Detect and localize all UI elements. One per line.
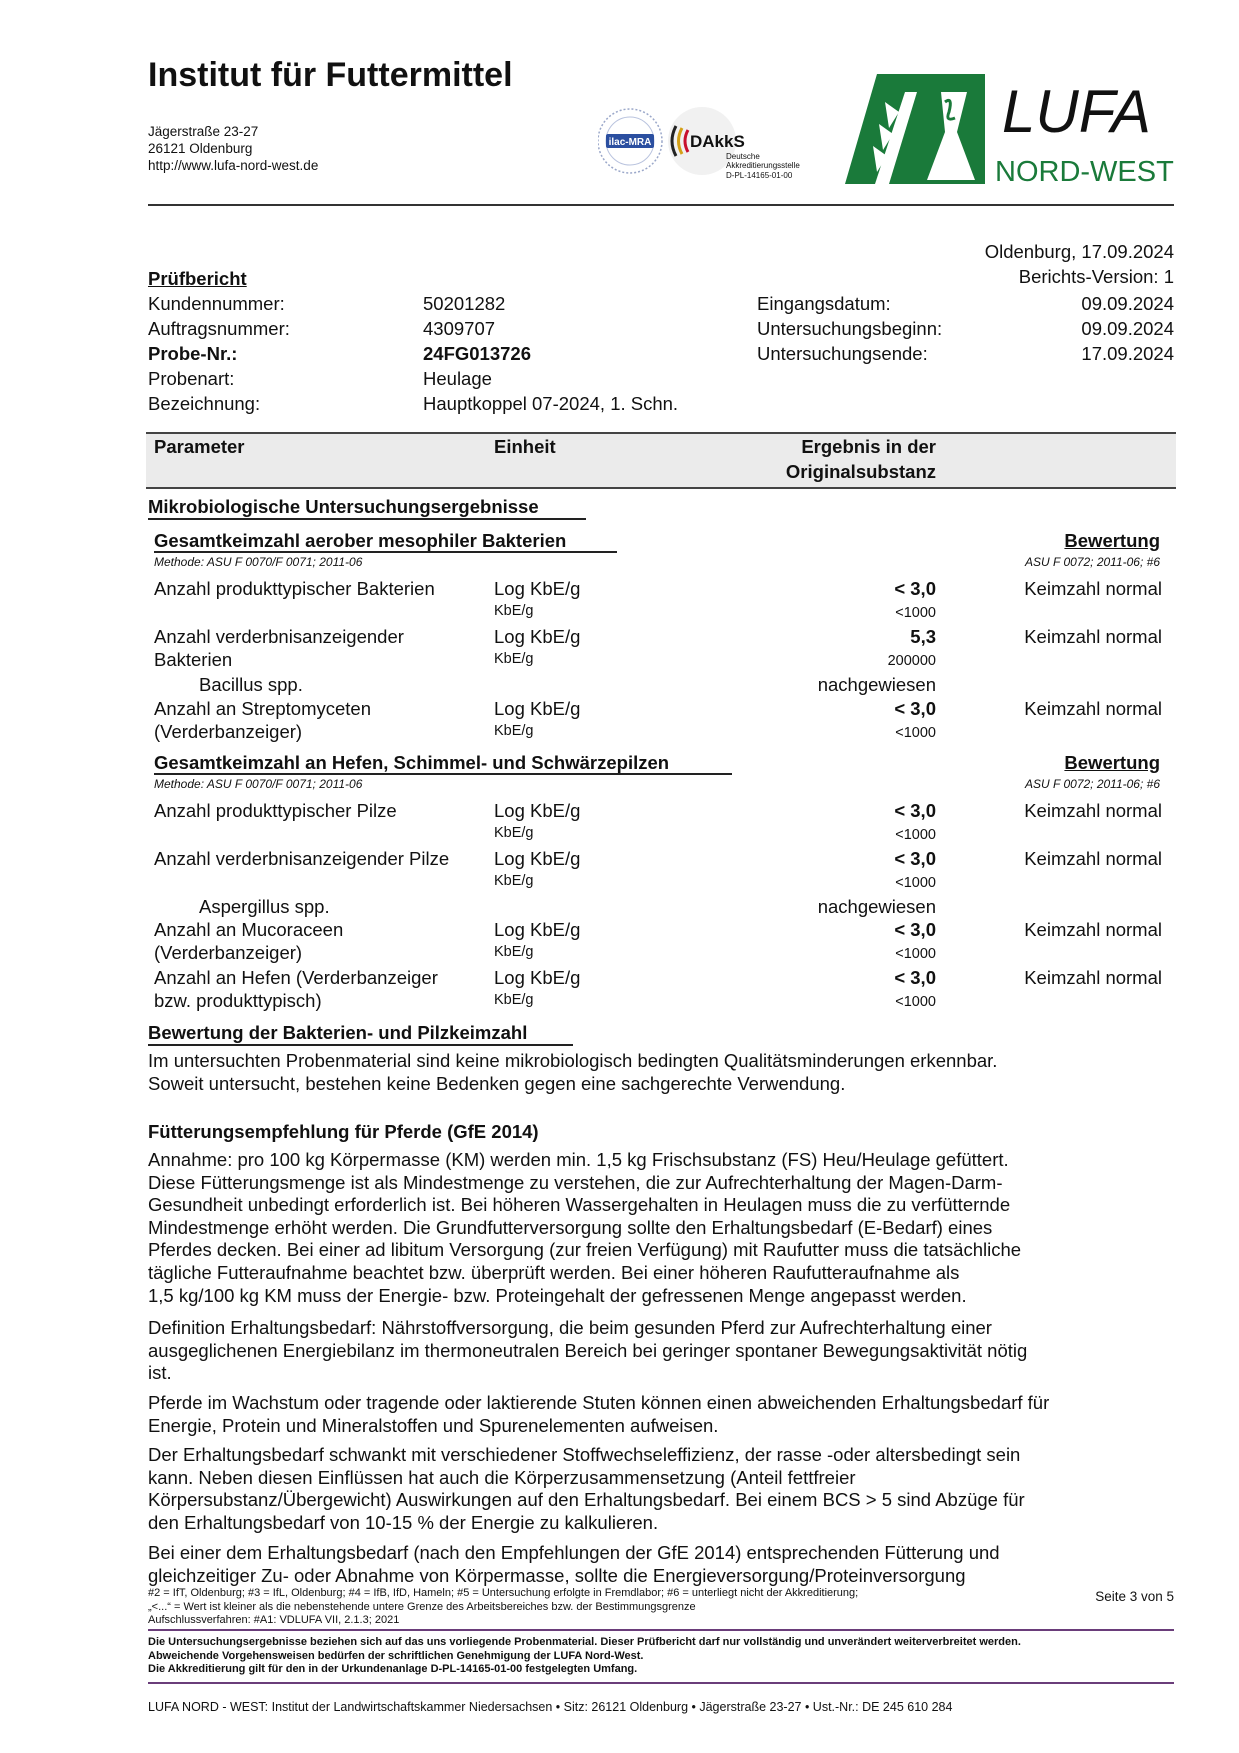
field-value-sample: 24FG013726 bbox=[423, 343, 532, 364]
bacteria-row2-unit: Log KbE/g bbox=[494, 626, 581, 647]
feeding-paragraph-2 bbox=[148, 1317, 1178, 1385]
footnote-line: #2 = IfT, Oldenburg; #3 = IfL, Oldenburg; #4 = IfB, IfD, Hameln; #5 = Untersuchung erfolgte in Fremdlabor; #6 = unterliegt nicht der Akkreditierung; bbox=[148, 1587, 859, 1599]
fungi-row1-value2: <1000 bbox=[895, 827, 936, 843]
footer-text: LUFA NORD - WEST: Institut der Landwirtschaftskammer Niedersachsen • Sitz: 26121 Oldenburg • Jägerstraße 23-27 • Ust.-Nr.: DE 245 610 284 bbox=[148, 1700, 953, 1714]
feeding-p4-line: Körpersubstanz/Übergewicht) Auswirkungen auf den Erhaltungsbedarf. Bei einem BCS > 5 sind Abzüge für bbox=[148, 1489, 1025, 1511]
address-city: 26121 Oldenburg bbox=[148, 141, 253, 156]
lufa-text: LUFA bbox=[1002, 78, 1151, 145]
field-label-type: Probenart: bbox=[148, 368, 235, 389]
bacteria-sub-bacillus-value: nachgewiesen bbox=[817, 674, 936, 695]
col-result-line2: Originalsubstanz bbox=[785, 461, 936, 482]
lufa-logo bbox=[845, 72, 1175, 192]
fungi-row2-name: Anzahl verderbnisanzeigender Pilze bbox=[154, 848, 450, 869]
bacteria-row2-value2: 200000 bbox=[887, 653, 936, 669]
fungi-row4-unit2: KbE/g bbox=[494, 992, 534, 1008]
feeding-p1-line: Gesundheit unbedingt erforderlich ist. Bei höheren Wassergehalten in Heulagen muss die zu verfütternde bbox=[148, 1194, 1011, 1216]
bacteria-row3-name: Anzahl an Streptomyceten bbox=[154, 698, 371, 719]
address-street: Jägerstraße 23-27 bbox=[148, 124, 259, 139]
micro-title: Mikrobiologische Untersuchungsergebnisse bbox=[148, 496, 539, 517]
fungi-row2-unit: Log KbE/g bbox=[494, 848, 581, 869]
fungi-method: Methode: ASU F 0070/F 0071; 2011-06 bbox=[154, 777, 363, 791]
fungi-row3-name: Anzahl an Mucoraceen bbox=[154, 919, 344, 940]
bacteria-title-underline bbox=[154, 551, 617, 553]
feeding-p5-line: gleichzeitiger Zu- oder Abnahme von Körpermasse, sollte die Energieversorgung/Proteinversorgung bbox=[148, 1564, 966, 1586]
fungi-row1-unit2: KbE/g bbox=[494, 825, 534, 841]
ilac-dakks-logo-icon bbox=[598, 104, 824, 184]
fungi-title: Gesamtkeimzahl an Hefen, Schimmel- und Schwärzepilzen bbox=[154, 752, 670, 773]
disclaimer-line: Die Akkreditierung gilt für den in der Urkundenanlage D-PL-14165-01-00 festgelegten Umfang. bbox=[148, 1663, 638, 1675]
fungi-row4-rating: Keimzahl normal bbox=[1024, 967, 1162, 988]
fungi-row3-unit2: KbE/g bbox=[494, 944, 534, 960]
page-number: Seite 3 von 5 bbox=[1095, 1589, 1174, 1604]
fungi-row4-name2: bzw. produkttypisch) bbox=[154, 990, 322, 1011]
fungi-row4-name: Anzahl an Hefen (Verderbanzeiger bbox=[154, 967, 438, 988]
date-value-start: 09.09.2024 bbox=[1081, 318, 1174, 339]
field-label-sample: Probe-Nr.: bbox=[148, 343, 238, 364]
footnote-line: Aufschlussverfahren: #A1: VDLUFA VII, 2.1.3; 2021 bbox=[148, 1614, 400, 1626]
feeding-p1-line: Pferdes decken. Bei einer ad libitum Versorgung (zur freien Verfügung) mit Raufutter muss die tatsächliche bbox=[148, 1239, 1022, 1261]
fungi-row2-unit2: KbE/g bbox=[494, 873, 534, 889]
report-title: Prüfbericht bbox=[148, 268, 247, 289]
dakks-line3: D-PL-14165-01-00 bbox=[726, 171, 793, 180]
bacteria-row3-rating: Keimzahl normal bbox=[1024, 698, 1162, 719]
fungi-row3-name2: (Verderbanzeiger) bbox=[154, 942, 303, 963]
feeding-p3-line: Pferde im Wachstum oder tragende oder laktierende Stuten können einen abweichenden Erhaltungsbedarf für bbox=[148, 1392, 1050, 1413]
feeding-paragraph-4 bbox=[148, 1444, 1178, 1534]
bacteria-method: Methode: ASU F 0070/F 0071; 2011-06 bbox=[154, 555, 363, 569]
report-place-date: Oldenburg, 17.09.2024 bbox=[984, 241, 1174, 262]
ilac-text: ilac-MRA bbox=[608, 137, 652, 148]
col-parameter: Parameter bbox=[154, 436, 245, 457]
fungi-rating-method: ASU F 0072; 2011-06; #6 bbox=[1025, 777, 1160, 791]
bacteria-row2-name: Anzahl verderbnisanzeigender bbox=[154, 626, 404, 647]
bacteria-row3-unit: Log KbE/g bbox=[494, 698, 581, 719]
bacteria-row1-value: < 3,0 bbox=[894, 578, 936, 599]
field-value-description: Hauptkoppel 07-2024, 1. Schn. bbox=[423, 393, 679, 414]
fungi-row2-value: < 3,0 bbox=[894, 848, 936, 869]
bacteria-row1-unit: Log KbE/g bbox=[494, 578, 581, 599]
fungi-row2-value2: <1000 bbox=[895, 875, 936, 891]
assessment-line-1: Im untersuchten Probenmaterial sind keine mikrobiologisch bedingten Qualitätsminderungen erkennbar. bbox=[148, 1050, 998, 1071]
fungi-rating-title: Bewertung bbox=[1064, 752, 1160, 773]
field-value-order: 4309707 bbox=[423, 318, 496, 339]
bacteria-row3-value: < 3,0 bbox=[894, 698, 936, 719]
date-value-end: 17.09.2024 bbox=[1081, 343, 1174, 364]
assessment-title-underline bbox=[148, 1044, 573, 1046]
dakks-name: DAkkS bbox=[690, 132, 745, 151]
feeding-p4-line: den Erhaltungsbedarf von 10-15 % der Energie zu kalkulieren. bbox=[148, 1511, 659, 1533]
address-url[interactable]: http://www.lufa-nord-west.de bbox=[148, 158, 319, 173]
field-label-description: Bezeichnung: bbox=[148, 393, 261, 414]
field-value-customer: 50201282 bbox=[423, 293, 506, 314]
feeding-p1-line: tägliche Futteraufnahme beachtet bzw. überprüft werden. Bei einer höheren Raufutteraufnahme als bbox=[148, 1261, 960, 1283]
feeding-paragraph-1 bbox=[148, 1149, 1178, 1307]
footnotes bbox=[148, 1587, 1048, 1628]
feeding-p2-line: ist. bbox=[148, 1362, 172, 1384]
date-value-received: 09.09.2024 bbox=[1081, 293, 1174, 314]
feeding-title: Fütterungsempfehlung für Pferde (GfE 2014) bbox=[148, 1121, 539, 1142]
feeding-p1-line: Annahme: pro 100 kg Körpermasse (KM) werden min. 1,5 kg Frischsubstanz (FS) Heu/Heulage gefüttert. bbox=[148, 1149, 1009, 1170]
feeding-p1-line: 1,5 kg/100 kg KM muss der Energie- bzw. Proteingehalt der gefressenen Menge angepasst werden. bbox=[148, 1284, 967, 1306]
fungi-row1-name: Anzahl produkttypischer Pilze bbox=[154, 800, 397, 821]
bacteria-row2-value: 5,3 bbox=[910, 626, 936, 647]
bacteria-rating-method: ASU F 0072; 2011-06; #6 bbox=[1025, 555, 1160, 569]
feeding-p4-line: Der Erhaltungsbedarf schwankt mit verschiedener Stoffwechseleffizienz, der rasse -oder altersbedingt sein bbox=[148, 1444, 1021, 1465]
fungi-row3-unit: Log KbE/g bbox=[494, 919, 581, 940]
bacteria-row1-rating: Keimzahl normal bbox=[1024, 578, 1162, 599]
col-result-line1: Ergebnis in der bbox=[801, 436, 936, 457]
lufa-sub-text: NORD-WEST bbox=[995, 156, 1174, 188]
date-label-start: Untersuchungsbeginn: bbox=[757, 318, 943, 339]
feeding-p1-line: Mindestmenge erhöht werden. Die Grundfutterversorgung sollte den Erhaltungsbedarf (E-Bedarf) eines bbox=[148, 1216, 993, 1238]
feeding-p2-line: ausgeglichenen Energiebilanz im thermoneutralen Bereich bei geringer spontaner Bewegungsaktivität nötig bbox=[148, 1339, 1028, 1361]
bacteria-row3-unit2: KbE/g bbox=[494, 723, 534, 739]
fungi-row4-value: < 3,0 bbox=[894, 967, 936, 988]
feeding-p2-line: Definition Erhaltungsbedarf: Nährstoffversorgung, die beim gesunden Pferd zur Aufrechterhaltung einer bbox=[148, 1317, 992, 1338]
bacteria-rating-title: Bewertung bbox=[1064, 530, 1160, 551]
assessment-line-2: Soweit untersucht, bestehen keine Bedenken gegen eine sachgerechte Verwendung. bbox=[148, 1072, 846, 1094]
feeding-p5-line: Bei einer dem Erhaltungsbedarf (nach den Empfehlungen der GfE 2014) entsprechenden Fütterung und bbox=[148, 1542, 1000, 1563]
fungi-sub-aspergillus: Aspergillus spp. bbox=[199, 896, 330, 917]
footnote-line: „<...“ = Wert ist kleiner als die nebenstehende untere Grenze des Arbeitsbereiches bzw. der Bestimmungsgrenze bbox=[148, 1600, 696, 1613]
bacteria-row1-name: Anzahl produkttypischer Bakterien bbox=[154, 578, 435, 599]
assessment-text bbox=[148, 1050, 1178, 1095]
fungi-row1-rating: Keimzahl normal bbox=[1024, 800, 1162, 821]
feeding-p3-line: Energie, Protein und Mineralstoffen und Spurenelementen aufweisen. bbox=[148, 1414, 719, 1436]
bacteria-row3-name2: (Verderbanzeiger) bbox=[154, 721, 303, 742]
institute-title: Institut für Futtermittel bbox=[148, 56, 513, 94]
bacteria-row1-value2: <1000 bbox=[895, 605, 936, 621]
footer-divider bbox=[148, 1682, 1174, 1684]
feeding-paragraph-5 bbox=[148, 1542, 1178, 1587]
disclaimer-line: Abweichende Vorgehensweisen bedürfen der schriftlichen Genehmigung der LUFA Nord-West. bbox=[148, 1649, 644, 1662]
field-value-type: Heulage bbox=[423, 368, 492, 389]
fungi-row1-unit: Log KbE/g bbox=[494, 800, 581, 821]
header-divider bbox=[148, 204, 1174, 206]
table-header bbox=[146, 432, 1176, 489]
lufa-emblem-icon bbox=[845, 72, 1175, 192]
bacteria-row3-value2: <1000 bbox=[895, 725, 936, 741]
bacteria-row2-rating: Keimzahl normal bbox=[1024, 626, 1162, 647]
feeding-paragraph-3 bbox=[148, 1392, 1178, 1437]
field-label-customer: Kundennummer: bbox=[148, 293, 285, 314]
assessment-title: Bewertung der Bakterien- und Pilzkeimzahl bbox=[148, 1022, 528, 1043]
disclaimer bbox=[148, 1636, 1178, 1677]
fungi-row1-value: < 3,0 bbox=[894, 800, 936, 821]
feeding-p4-line: kann. Neben diesen Einflüssen hat auch die Körperzusammensetzung (Anteil fettfreier bbox=[148, 1466, 856, 1488]
fungi-row4-unit: Log KbE/g bbox=[494, 967, 581, 988]
field-label-order: Auftragsnummer: bbox=[148, 318, 290, 339]
accreditation-logos bbox=[598, 104, 824, 184]
report-version: Berichts-Version: 1 bbox=[1018, 266, 1174, 287]
dakks-line2: Akkreditierungsstelle bbox=[726, 161, 800, 170]
bacteria-title: Gesamtkeimzahl aerober mesophiler Bakterien bbox=[154, 530, 567, 551]
fungi-row3-value: < 3,0 bbox=[894, 919, 936, 940]
fungi-row3-value2: <1000 bbox=[895, 946, 936, 962]
fungi-sub-aspergillus-value: nachgewiesen bbox=[817, 896, 936, 917]
feeding-p1-line: Diese Fütterungsmenge ist als Mindestmenge zu verstehen, die zur Aufrechterhaltung der Magen-Darm- bbox=[148, 1171, 1003, 1193]
micro-title-underline bbox=[148, 518, 586, 520]
fungi-row2-rating: Keimzahl normal bbox=[1024, 848, 1162, 869]
bacteria-row2-unit2: KbE/g bbox=[494, 651, 534, 667]
fungi-row4-value2: <1000 bbox=[895, 994, 936, 1010]
date-label-received: Eingangsdatum: bbox=[757, 293, 891, 314]
bacteria-row2-name2: Bakterien bbox=[154, 649, 233, 670]
disclaimer-divider bbox=[148, 1629, 1174, 1631]
date-label-end: Untersuchungsende: bbox=[757, 343, 928, 364]
fungi-title-underline bbox=[154, 773, 732, 775]
bacteria-row1-unit2: KbE/g bbox=[494, 603, 534, 619]
bacteria-sub-bacillus: Bacillus spp. bbox=[199, 674, 303, 695]
fungi-row3-rating: Keimzahl normal bbox=[1024, 919, 1162, 940]
col-unit: Einheit bbox=[494, 436, 556, 457]
disclaimer-line: Die Untersuchungsergebnisse beziehen sich auf das uns vorliegende Probenmaterial. Dieser Prüfbericht darf nur vollständig und unverändert weiterverbreitet werden. bbox=[148, 1636, 1021, 1648]
dakks-line1: Deutsche bbox=[726, 152, 760, 161]
